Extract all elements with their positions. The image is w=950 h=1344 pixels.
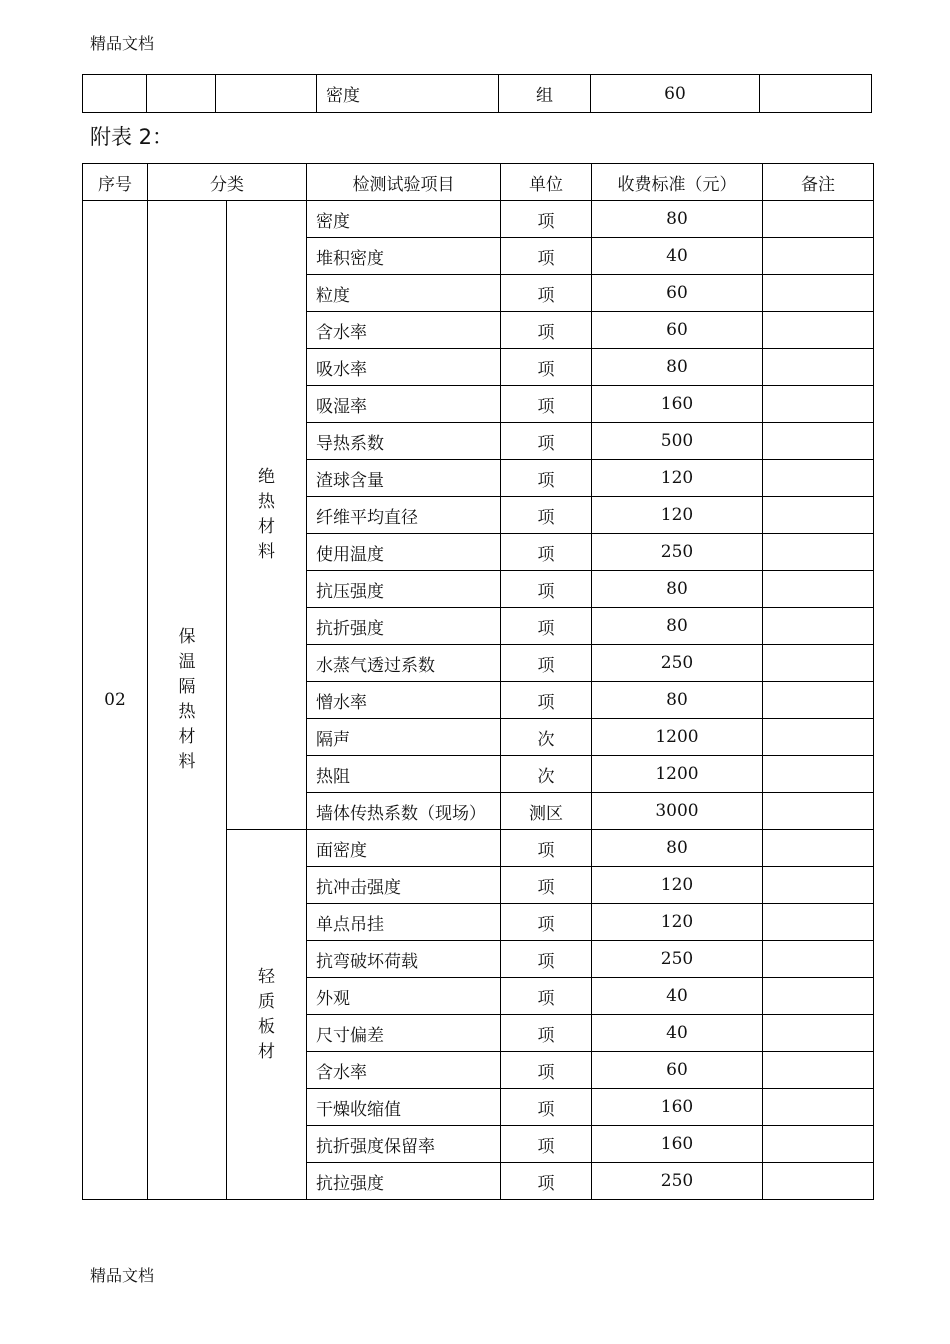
empty-cell	[83, 75, 147, 113]
item-cell: 抗折强度	[307, 608, 501, 645]
unit-cell: 项	[501, 386, 592, 423]
item-cell: 隔声	[307, 719, 501, 756]
remark-cell	[763, 682, 874, 719]
unit-cell: 项	[501, 534, 592, 571]
item-cell: 吸水率	[307, 349, 501, 386]
remark-cell	[763, 423, 874, 460]
unit-cell: 项	[501, 238, 592, 275]
remark-cell	[763, 645, 874, 682]
item-cell: 干燥收缩值	[307, 1089, 501, 1126]
item-cell: 密度	[317, 75, 499, 113]
fee-cell: 500	[592, 423, 763, 460]
col-header-item: 检测试验项目	[307, 164, 501, 201]
item-cell: 渣球含量	[307, 460, 501, 497]
item-cell: 憎水率	[307, 682, 501, 719]
unit-cell: 项	[501, 682, 592, 719]
fee-cell: 60	[592, 312, 763, 349]
unit-cell: 项	[501, 423, 592, 460]
seq-cell: 02	[83, 201, 148, 1200]
fee-cell: 160	[592, 1089, 763, 1126]
fee-cell: 40	[592, 238, 763, 275]
unit-cell: 项	[501, 1126, 592, 1163]
col-header-remark: 备注	[763, 164, 874, 201]
item-cell: 抗冲击强度	[307, 867, 501, 904]
remark-cell	[763, 497, 874, 534]
unit-cell: 项	[501, 275, 592, 312]
fee-cell: 60	[591, 75, 760, 113]
unit-cell: 项	[501, 608, 592, 645]
remark-cell	[763, 830, 874, 867]
table-caption: 附表 2：	[90, 125, 174, 149]
table-row	[83, 75, 872, 113]
item-cell: 纤维平均直径	[307, 497, 501, 534]
item-cell: 面密度	[307, 830, 501, 867]
item-cell: 使用温度	[307, 534, 501, 571]
fee-cell: 160	[592, 1126, 763, 1163]
page-header: 精品文档	[90, 34, 155, 53]
item-cell: 抗拉强度	[307, 1163, 501, 1200]
unit-cell: 项	[501, 1089, 592, 1126]
unit-cell: 次	[501, 756, 592, 793]
unit-cell: 项	[501, 1052, 592, 1089]
remark-cell	[763, 201, 874, 238]
fee-cell: 40	[592, 978, 763, 1015]
header-row	[83, 164, 874, 201]
remark-cell	[763, 534, 874, 571]
unit-cell: 项	[501, 867, 592, 904]
item-cell: 墙体传热系数（现场）	[307, 793, 501, 830]
remark-cell	[763, 238, 874, 275]
category-main-cell	[148, 201, 227, 1200]
remark-cell	[763, 904, 874, 941]
remark-cell	[763, 349, 874, 386]
remark-cell	[763, 978, 874, 1015]
subcategory-cell	[227, 830, 307, 1200]
unit-cell: 项	[501, 571, 592, 608]
unit-cell: 项	[501, 1163, 592, 1200]
remark-cell	[760, 75, 872, 113]
col-header-seq: 序号	[83, 164, 148, 201]
fee-cell: 1200	[592, 719, 763, 756]
remark-cell	[763, 941, 874, 978]
remark-cell	[763, 460, 874, 497]
unit-cell: 项	[501, 904, 592, 941]
unit-cell: 项	[501, 201, 592, 238]
item-cell: 吸湿率	[307, 386, 501, 423]
item-cell: 密度	[307, 201, 501, 238]
unit-cell: 项	[501, 830, 592, 867]
remark-cell	[763, 571, 874, 608]
remark-cell	[763, 793, 874, 830]
fee-cell: 80	[592, 608, 763, 645]
item-cell: 热阻	[307, 756, 501, 793]
fee-cell: 80	[592, 682, 763, 719]
unit-cell: 次	[501, 719, 592, 756]
empty-cell	[147, 75, 216, 113]
unit-cell: 项	[501, 978, 592, 1015]
fee-cell: 60	[592, 1052, 763, 1089]
fee-cell: 80	[592, 571, 763, 608]
fee-cell: 250	[592, 941, 763, 978]
remark-cell	[763, 867, 874, 904]
remark-cell	[763, 1015, 874, 1052]
item-cell: 抗折强度保留率	[307, 1126, 501, 1163]
remark-cell	[763, 756, 874, 793]
fee-cell: 60	[592, 275, 763, 312]
fee-cell: 80	[592, 830, 763, 867]
fee-cell: 120	[592, 460, 763, 497]
fee-cell: 250	[592, 645, 763, 682]
fee-cell: 80	[592, 201, 763, 238]
continued-table	[82, 74, 872, 113]
unit-cell: 项	[501, 312, 592, 349]
fee-cell: 120	[592, 497, 763, 534]
remark-cell	[763, 719, 874, 756]
fee-cell: 3000	[592, 793, 763, 830]
remark-cell	[763, 386, 874, 423]
item-cell: 尺寸偏差	[307, 1015, 501, 1052]
fee-cell: 250	[592, 1163, 763, 1200]
fee-cell: 250	[592, 534, 763, 571]
item-cell: 抗弯破坏荷载	[307, 941, 501, 978]
fee-cell: 1200	[592, 756, 763, 793]
subcategory-label: 绝热材料	[258, 467, 275, 562]
unit-cell: 项	[501, 497, 592, 534]
item-cell: 外观	[307, 978, 501, 1015]
remark-cell	[763, 608, 874, 645]
fee-cell: 80	[592, 349, 763, 386]
item-cell: 水蒸气透过系数	[307, 645, 501, 682]
remark-cell	[763, 1126, 874, 1163]
remark-cell	[763, 312, 874, 349]
subcategory-label: 轻质板材	[258, 966, 275, 1062]
table-row	[83, 201, 874, 238]
col-header-unit: 单位	[501, 164, 592, 201]
item-cell: 导热系数	[307, 423, 501, 460]
item-cell: 单点吊挂	[307, 904, 501, 941]
col-header-fee: 收费标准（元）	[592, 164, 763, 201]
remark-cell	[763, 1052, 874, 1089]
unit-cell: 项	[501, 1015, 592, 1052]
unit-cell: 组	[499, 75, 591, 113]
category-main-label: 保温隔热材料	[178, 627, 196, 772]
item-cell: 含水率	[307, 312, 501, 349]
fee-cell: 40	[592, 1015, 763, 1052]
unit-cell: 测区	[501, 793, 592, 830]
fee-cell: 120	[592, 867, 763, 904]
fee-cell: 160	[592, 386, 763, 423]
fee-cell: 120	[592, 904, 763, 941]
item-cell: 抗压强度	[307, 571, 501, 608]
fee-table	[82, 163, 874, 1200]
page-footer: 精品文档	[90, 1266, 155, 1285]
remark-cell	[763, 1163, 874, 1200]
subcategory-cell	[227, 201, 307, 830]
empty-cell	[216, 75, 317, 113]
item-cell: 堆积密度	[307, 238, 501, 275]
unit-cell: 项	[501, 941, 592, 978]
unit-cell: 项	[501, 460, 592, 497]
unit-cell: 项	[501, 349, 592, 386]
item-cell: 粒度	[307, 275, 501, 312]
col-header-category: 分类	[148, 164, 307, 201]
remark-cell	[763, 275, 874, 312]
item-cell: 含水率	[307, 1052, 501, 1089]
unit-cell: 项	[501, 645, 592, 682]
remark-cell	[763, 1089, 874, 1126]
